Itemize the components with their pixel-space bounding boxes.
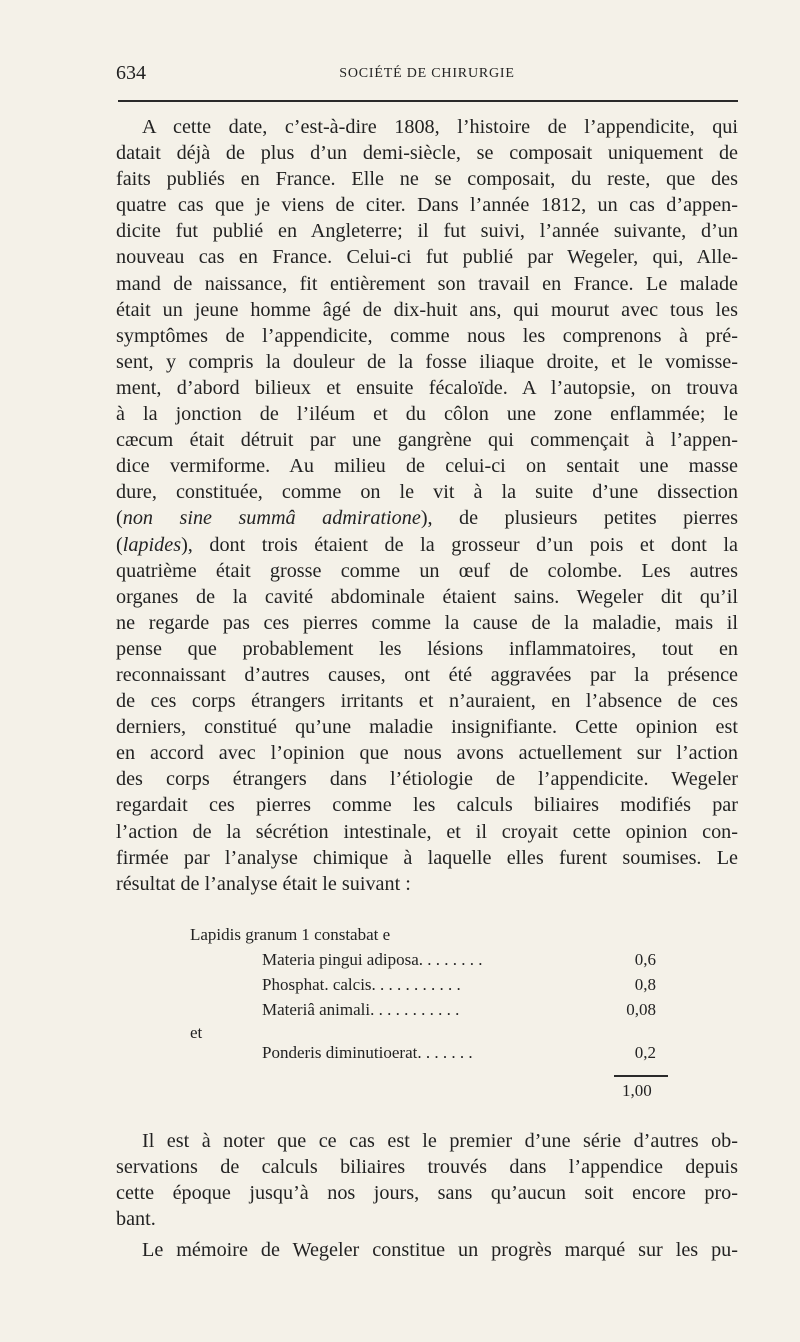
text-line: mand de naissance, fit entièrement son travail en France. Le malade (116, 272, 738, 295)
header-rule (118, 100, 738, 102)
text-line: en accord avec l’opinion que nous avons actuellement sur l’action (116, 742, 738, 765)
latin-word: lapides (122, 533, 182, 556)
page-header (116, 58, 738, 88)
closing-paragraphs (116, 1128, 738, 1263)
text-line: de ces corps étrangers irritants et n’auraient, en l’absence de ces (116, 690, 738, 713)
paragraph-calculs (116, 1128, 738, 1232)
analysis-value: 0,2 (634, 1043, 656, 1062)
analysis-value: 0,8 (634, 975, 656, 994)
text-line: Le mémoire de Wegeler constitue un progrès marqué sur les pu- (142, 1239, 738, 1262)
analysis-et: et (190, 1023, 203, 1042)
analysis-label: Materiâ animali. . . . . . . . . . . (262, 1000, 460, 1019)
text-line: pense que probablement les lésions inflammatoires, tout en (116, 637, 738, 660)
analysis-label: Materia pingui adiposa. . . . . . . . (262, 950, 483, 969)
running-head: SOCIÉTÉ DE CHIRURGIE (339, 66, 515, 81)
text-line: A cette date, c’est-à-dire 1808, l’histoire de l’appendicite, qui (142, 116, 738, 138)
paragraph-memoire (116, 1237, 738, 1263)
text-line: reconnaissant d’autres causes, ont été aggravées par la présence (116, 663, 738, 686)
text-line: cæcum était détruit par une gangrène qui commençait à l’appen- (116, 429, 738, 452)
text-line: dure, constituée, comme on le vit à la suite d’une dissection (116, 481, 738, 504)
analysis-value: 0,08 (626, 1000, 656, 1019)
text-line: sent, y compris la douleur de la fosse iliaque droite, et le vomisse- (116, 350, 738, 373)
text-line: ment, d’abord bilieux et ensuite fécaloïde. A l’autopsie, on trouva (116, 376, 738, 399)
analysis-row (262, 975, 656, 999)
text-line: servations de calculs biliaires trouvés dans l’appendice depuis (116, 1156, 738, 1179)
text-line: bant. (116, 1208, 156, 1231)
text-line: l’action de la sécrétion intestinale, et il croyait cette opinion con- (116, 820, 738, 843)
latin-phrase: non sine summâ admiratione (122, 507, 421, 530)
analysis-intro: Lapidis granum 1 constabat e (190, 925, 391, 944)
analysis-row (262, 950, 656, 974)
text-line: à la jonction de l’iléum et du côlon une zone enflammée; le (116, 403, 738, 426)
analysis-label: Ponderis diminutioerat. . . . . . . (262, 1043, 473, 1062)
text-line: derniers, constitué qu’une maladie insignifiante. Cette opinion est (116, 716, 738, 739)
analysis-row (262, 1000, 656, 1024)
text-line: organes de la cavité abdominale étaient sains. Wegeler dit qu’il (116, 585, 738, 608)
text-line: Il est à noter que ce cas est le premier d’une série d’autres ob- (142, 1130, 738, 1152)
text-line: cette époque jusqu’à nos jours, sans qu’aucun soit encore pro- (116, 1182, 738, 1205)
text-line: faits publiés en France. Elle ne se composait, du reste, que des (116, 168, 738, 191)
main-paragraph (116, 114, 738, 897)
text-line: dice vermiforme. Au milieu de celui-ci on sentait une masse (116, 455, 738, 478)
analysis-label: Phosphat. calcis. . . . . . . . . . . (262, 975, 461, 994)
text-line: résultat de l’analyse était le suivant : (116, 872, 411, 895)
text-line: quatrième était grosse comme un œuf de colombe. Les autres (116, 559, 738, 582)
text-line: firmée par l’analyse chimique à laquelle elles furent soumises. Le (116, 846, 738, 869)
text-line: ne regarde pas ces pierres comme la cause de la maladie, mais il (116, 611, 738, 634)
text-line-italic-lapides: (lapides), dont trois étaient de la grosseur d’un pois et dont la (116, 533, 738, 556)
text-line-italic-quote: (non sine summâ admiratione), de plusieurs petites pierres (116, 507, 738, 530)
sum-rule (614, 1075, 668, 1077)
text-line: nouveau cas en France. Celui-ci fut publié par Wegeler, qui, Alle- (116, 246, 738, 269)
text-line: regardait ces pierres comme les calculs biliaires modifiés par (116, 794, 738, 817)
text-line: dicite fut publié en Angleterre; il fut suivi, l’année suivante, d’un (116, 220, 738, 243)
text-line: quatre cas que je viens de citer. Dans l’année 1812, un cas d’appen- (116, 194, 738, 217)
text-line: datait déjà de plus d’un demi-siècle, se composait uniquement de (116, 142, 738, 165)
text-line: symptômes de l’appendicite, comme nous les comprenons à pré- (116, 324, 738, 347)
analysis-total: 1,00 (622, 1081, 652, 1100)
text-line: était un jeune homme âgé de dix-huit ans, qui mourut avec tous les (116, 298, 738, 321)
analysis-value: 0,6 (634, 950, 656, 969)
page-number: 634 (116, 62, 146, 84)
analysis-row (262, 1043, 656, 1067)
text-line: des corps étrangers dans l’étiologie de l’appendicite. Wegeler (116, 768, 738, 791)
